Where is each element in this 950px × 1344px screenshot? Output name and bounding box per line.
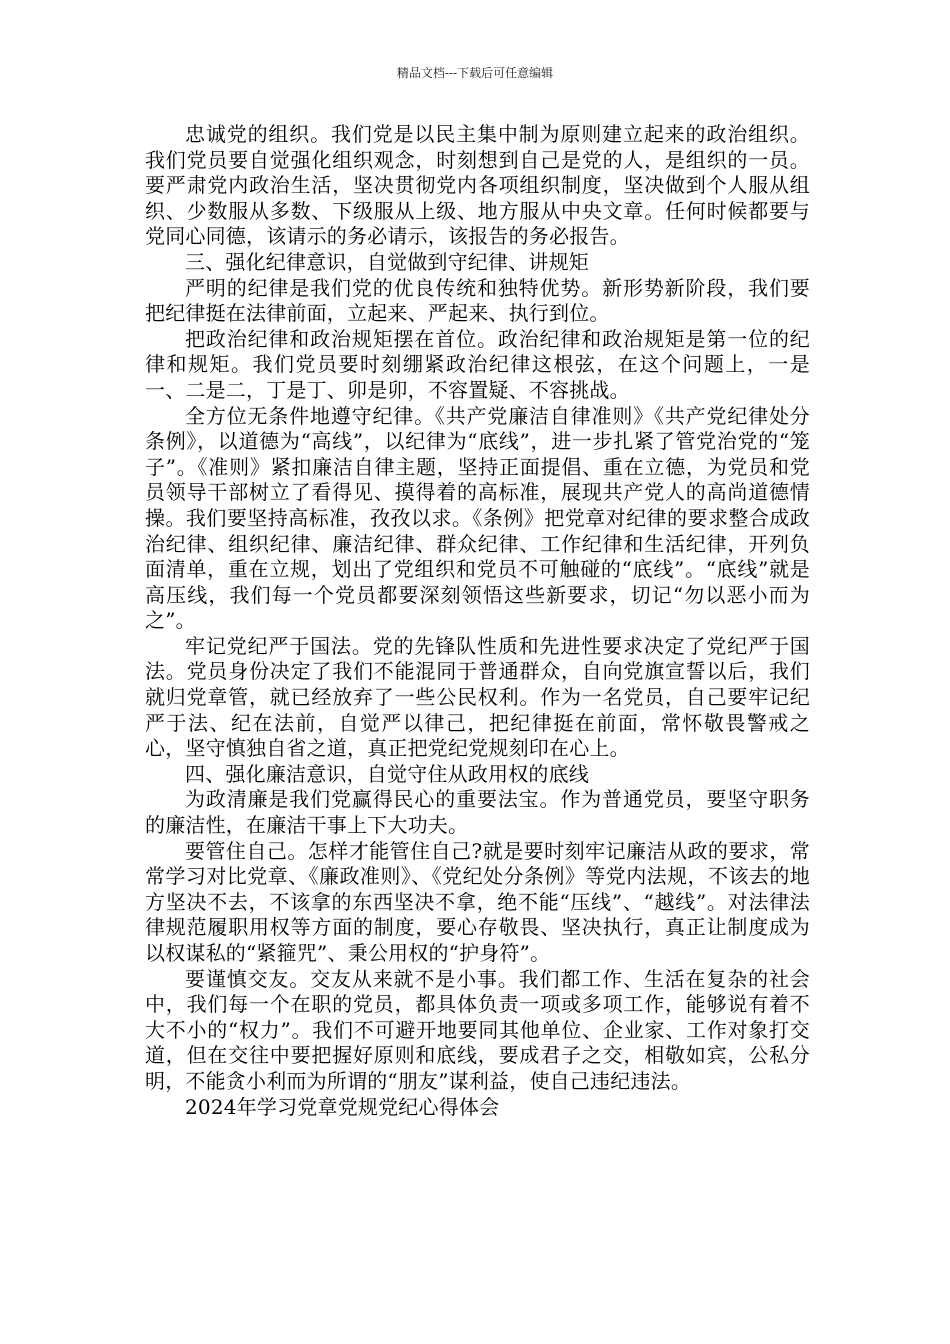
paragraph-integrity-intro: 为政清廉是我们党赢得民心的重要法宝。作为普通党员，要坚守职务的廉洁性，在廉洁干事上下大功夫。 [145, 787, 810, 838]
paragraph-organization: 忠诚党的组织。我们党是以民主集中制为原则建立起来的政治组织。我们党员要自觉强化组织观念，时刻想到自己是党的人，是组织的一员。要严肃党内政治生活，坚决贯彻党内各项组织制度，坚决做到个人服从组织、少数服从多数、下级服从上级、地方服从中央文章。任何时候都要与党同心同德，该请示的务必请示，该报告的务必报告。 [145, 122, 810, 249]
paragraph-comply-discipline: 全方位无条件地遵守纪律。《共产党廉洁自律准则》《共产党纪律处分条例》，以道德为“高线”，以纪律为“底线”，进一步扎紧了管党治党的“笼子”。《准则》紧扣廉洁自律主题，坚持正面提倡、重在立德，为党员和党员领导干部树立了看得见、摸得着的高标准，展现共产党人的高尚道德情操。我们要坚持高标准，孜孜以求。《条例》把党章对纪律的要求整合成政治纪律、组织纪律、廉洁纪律、群众纪律、工作纪律和生活纪律，开列负面清单，重在立规，划出了党组织和党员不可触碰的“底线”。“底线”就是高压线，我们每一个党员都要深刻领悟这些新要求，切记“勿以恶小而为之”。 [145, 403, 810, 633]
document-body [145, 122, 810, 1120]
paragraph-title-line: 2024年学习党章党规党纪心得体会 [185, 1094, 500, 1119]
paragraph-discipline-intro: 严明的纪律是我们党的优良传统和独特优势。新形势新阶段，我们要把纪律挺在法律前面，立起来、严起来、执行到位。 [145, 275, 810, 326]
paragraph-party-law: 牢记党纪严于国法。党的先锋队性质和先进性要求决定了党纪严于国法。党员身份决定了我们不能混同于普通群众，自向党旗宣誓以后，我们就归党章管，就已经放弃了一些公民权利。作为一名党员，自己要牢记纪严于法、纪在法前，自觉严以律己，把纪律挺在前面，常怀敬畏警戒之心，坚守慎独自省之道，真正把党纪党规刻印在心上。 [145, 633, 810, 761]
paragraph-political-discipline: 把政治纪律和政治规矩摆在首位。政治纪律和政治规矩是第一位的纪律和规矩。我们党员要时刻绷紧政治纪律这根弦，在这个问题上，一是一、二是二，丁是丁、卯是卯，不容置疑、不容挑战。 [145, 326, 810, 402]
section-heading-discipline: 三、强化纪律意识，自觉做到守纪律、讲规矩 [185, 249, 589, 274]
section-heading-integrity: 四、强化廉洁意识，自觉守住从政用权的底线 [185, 761, 589, 786]
paragraph-careful-friends: 要谨慎交友。交友从来就不是小事。我们都工作、生活在复杂的社会中，我们每一个在职的党员，都具体负责一项或多项工作，能够说有着不大不小的“权力”。我们不可避开地要同其他单位、企业家、工作对象打交道，但在交往中要把握好原则和底线，要成君子之交，相敬如宾，公私分明，不能贪小利而为所谓的“朋友”谋利益，使自己违纪违法。 [145, 966, 810, 1093]
paragraph-self-control: 要管住自己。怎样才能管住自己?就是要时刻牢记廉洁从政的要求，常常学习对比党章、《廉政准则》、《党纪处分条例》等党内法规，不该去的地方坚决不去，不该拿的东西坚决不拿，绝不能“压线”、“越线”。对法律法律规范履职用权等方面的制度，要心存敬畏、坚决执行，真正让制度成为以权谋私的“紧箍咒”、秉公用权的“护身符”。 [145, 838, 810, 965]
page-header: 精品文档---下载后可任意编辑 [396, 66, 554, 80]
